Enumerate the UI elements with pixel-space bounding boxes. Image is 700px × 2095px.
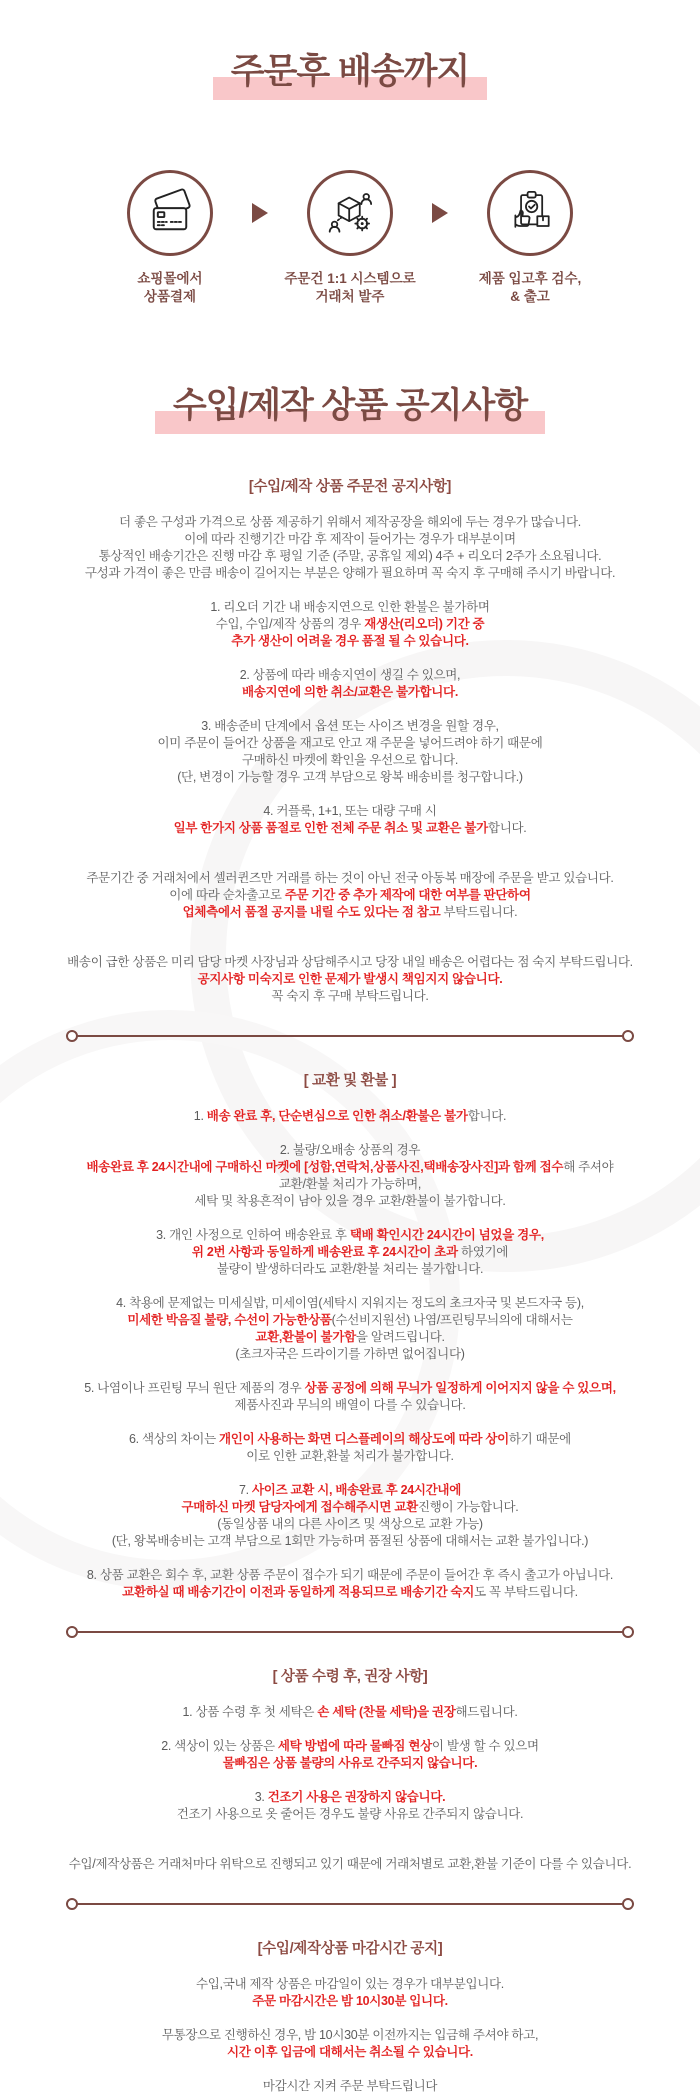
text-run: 미세한 박음질 불량, 수선이 가능한상품 bbox=[127, 1313, 332, 1327]
text-run: 주문기간 중 거래처에서 셀러퀸즈만 거래를 하는 것이 아닌 전국 아동복 매장에 주문을 받고 있습니다. bbox=[86, 871, 614, 885]
text-run: (초크자국은 드라이기를 가하면 없어집니다) bbox=[235, 1347, 465, 1361]
text-run: 수입,국내 제작 상품은 마감일이 있는 경우가 대부분입니다. bbox=[196, 1977, 504, 1991]
text-run: 주문 마감시간은 밤 10시30분 입니다. bbox=[252, 1994, 448, 2008]
text-run: 1. 상품 수령 후 첫 세탁은 bbox=[182, 1705, 318, 1719]
step-order-system bbox=[277, 170, 423, 306]
credit-card-payment-icon bbox=[144, 187, 196, 239]
paragraph bbox=[26, 1856, 674, 1873]
step-caption bbox=[75, 270, 265, 306]
text-run: 시간 이후 입금에 대해서는 취소될 수 있습니다. bbox=[227, 2045, 473, 2059]
divider-line bbox=[77, 1035, 623, 1038]
text-run: 하기 때문에 bbox=[508, 1432, 571, 1446]
section-header: [수입/제작 상품 주문전 공지사항] bbox=[248, 479, 452, 495]
text-run: 사이즈 교환 시, 배송완료 후 24시간내에 bbox=[252, 1483, 461, 1497]
text-run: 물빠짐은 상품 불량의 사유로 간주되지 않습니다. bbox=[222, 1756, 478, 1770]
step-caption bbox=[255, 270, 445, 306]
section-body bbox=[0, 1108, 700, 1601]
step-caption-line: 주문건 1:1 시스템으로 bbox=[284, 271, 416, 286]
text-run: 구매하신 마켓에 확인을 우선으로 합니다. bbox=[241, 753, 459, 767]
text-run: 교환하실 때 배송기간이 이전과 동일하게 적용되므로 배송기간 숙지 bbox=[122, 1585, 475, 1599]
step-payment bbox=[97, 170, 243, 306]
paragraph bbox=[26, 1789, 674, 1823]
divider-line bbox=[77, 1631, 623, 1634]
text-run: 해 주셔야 bbox=[563, 1160, 614, 1174]
paragraph bbox=[26, 1567, 674, 1601]
text-run: 수입, 수입/제작 상품의 경우 bbox=[215, 617, 365, 631]
order-to-delivery-section bbox=[0, 0, 700, 434]
text-run: (동일상품 내의 다른 사이즈 및 색상으로 교환 가능) bbox=[217, 1517, 483, 1531]
text-run: 해드립니다. bbox=[455, 1705, 518, 1719]
text-run: 구성과 가격이 좋은 만큼 배송이 길어지는 부분은 양해가 필요하며 꼭 숙지 후 구매해 주시기 바랍니다. bbox=[84, 566, 616, 580]
text-run: 이 발생 할 수 있으며 bbox=[431, 1739, 539, 1753]
paragraph bbox=[26, 667, 674, 701]
text-run: 이로 인한 교환,환불 처리가 불가합니다. bbox=[246, 1449, 454, 1463]
text-run: 이미 주문이 들어간 상품을 재고로 안고 재 주문을 넣어드려야 하기 때문에 bbox=[157, 736, 543, 750]
paragraph bbox=[26, 1380, 674, 1414]
paragraph bbox=[26, 1431, 674, 1465]
text-run: 배송지연에 의한 취소/교환은 불가합니다. bbox=[241, 685, 459, 699]
order-system-icon bbox=[324, 187, 376, 239]
text-run: 더 좋은 구성과 가격으로 상품 제공하기 위해서 제작공장을 해외에 두는 경우가 많습니다. bbox=[119, 515, 581, 529]
section-divider bbox=[66, 1626, 634, 1638]
paragraph bbox=[26, 2027, 674, 2061]
text-run: 3. 배송준비 단계에서 옵션 또는 사이즈 변경을 원할 경우, bbox=[201, 719, 499, 733]
text-run: 업체측에서 품절 공지를 내릴 수도 있다는 점 참고 bbox=[182, 905, 441, 919]
text-run: 3. 개인 사정으로 인하여 배송완료 후 bbox=[156, 1228, 350, 1242]
text-run: (단, 왕복배송비는 고객 부담으로 1회만 가능하며 품절된 상품에 대해서는 교환 불가입니다.) bbox=[111, 1534, 589, 1548]
paragraph bbox=[26, 1704, 674, 1721]
step-caption-line: 제품 입고후 검수, bbox=[478, 271, 582, 286]
text-run: 제품사진과 무늬의 배열이 다를 수 있습니다. bbox=[234, 1398, 466, 1412]
section-deadline-notice bbox=[0, 1940, 700, 2095]
divider-dot bbox=[622, 1898, 634, 1910]
text-run: 추가 생산이 어려울 경우 품절 될 수 있습니다. bbox=[231, 634, 469, 648]
section-body bbox=[0, 1704, 700, 1873]
paragraph bbox=[26, 803, 674, 837]
section-header: [ 상품 수령 후, 권장 사항] bbox=[272, 1669, 428, 1685]
text-run: 5. 나염이나 프린팅 무늬 원단 제품의 경우 bbox=[84, 1381, 305, 1395]
divider-dot bbox=[622, 1030, 634, 1042]
text-run: 주문 기간 중 추가 제작에 대한 여부를 판단하여 bbox=[284, 888, 531, 902]
section-preorder-notice bbox=[0, 478, 700, 1005]
text-run: 마감시간 지켜 주문 부탁드립니다 bbox=[262, 2079, 438, 2093]
section-body bbox=[0, 514, 700, 1005]
step-caption-line: & 출고 bbox=[510, 289, 550, 304]
text-run: 합니다. bbox=[467, 1109, 507, 1123]
inspect-and-ship-icon bbox=[504, 187, 556, 239]
paragraph bbox=[26, 1142, 674, 1210]
section-exchange-refund bbox=[0, 1072, 700, 1601]
text-run: 3. bbox=[254, 1790, 268, 1804]
text-run: 배송완료 후 24시간내에 구매하신 마켓에 [성함,연락처,상품사진,택배송장사진]과 함께 접수 bbox=[86, 1160, 564, 1174]
text-run: 하였기에 bbox=[457, 1245, 509, 1259]
paragraph bbox=[26, 1227, 674, 1278]
text-run: 교환/환불 처리가 가능하며, bbox=[278, 1177, 422, 1191]
paragraph bbox=[26, 514, 674, 582]
text-run: 1. 리오더 기간 내 배송지연으로 인한 환불은 불가하며 bbox=[210, 600, 490, 614]
order-process-steps bbox=[0, 170, 700, 306]
section-divider bbox=[66, 1030, 634, 1042]
text-run: 4. 착용에 문제없는 미세실밥, 미세이염(세탁시 지워지는 정도의 초크자국 및 본드자국 등), bbox=[116, 1296, 584, 1310]
paragraph bbox=[26, 870, 674, 921]
arrow-right-icon bbox=[252, 203, 268, 223]
text-run: 6. 색상의 차이는 bbox=[129, 1432, 220, 1446]
text-run: 재생산(리오더) 기간 중 bbox=[364, 617, 485, 631]
paragraph bbox=[26, 1482, 674, 1550]
text-run: 세탁 방법에 따라 물빠짐 현상 bbox=[277, 1739, 432, 1753]
divider-dot bbox=[622, 1626, 634, 1638]
text-run: 상품 공정에 의해 무늬가 일정하게 이어지지 않을 수 있으며, bbox=[304, 1381, 616, 1395]
text-run: 일부 한가지 상품 품절로 인한 전체 주문 취소 및 교환은 불가 bbox=[173, 821, 488, 835]
text-run: 건조기 사용으로 옷 줄어든 경우도 불량 사유로 간주되지 않습니다. bbox=[176, 1807, 524, 1821]
paragraph bbox=[26, 954, 674, 1005]
section-body bbox=[0, 1976, 700, 2095]
step-caption-line: 상품결제 bbox=[143, 289, 197, 304]
notice-title-wrap bbox=[0, 384, 700, 434]
step-caption-line: 쇼핑몰에서 bbox=[137, 271, 203, 286]
text-run: 2. 불량/오배송 상품의 경우 bbox=[279, 1143, 421, 1157]
text-run: 교환,환불이 불가함 bbox=[255, 1330, 356, 1344]
paragraph bbox=[26, 1295, 674, 1363]
divider-line bbox=[77, 1903, 623, 1906]
text-run: 1. bbox=[193, 1109, 207, 1123]
text-run: 도 꼭 부탁드립니다. bbox=[474, 1585, 578, 1599]
text-run: 수입/제작상품은 거래처마다 위탁으로 진행되고 있기 때문에 거래처별로 교환,환불 기준이 다를 수 있습니다. bbox=[68, 1857, 632, 1871]
text-run: 부탁드립니다. bbox=[440, 905, 518, 919]
text-run: 무통장으로 진행하신 경우, 밤 10시30분 이전까지는 입금해 주셔야 하고, bbox=[161, 2028, 539, 2042]
paragraph bbox=[26, 718, 674, 786]
text-run: 8. 상품 교환은 회수 후, 교환 상품 주문이 접수가 되기 때문에 주문이 들어간 후 즉시 출고가 아닙니다. bbox=[86, 1568, 614, 1582]
step-circle bbox=[307, 170, 393, 256]
step-caption-line: 거래처 발주 bbox=[315, 289, 385, 304]
step-caption bbox=[435, 270, 625, 306]
text-run: 2. 상품에 따라 배송지연이 생길 수 있으며, bbox=[239, 668, 461, 682]
text-run: 위 2번 사항과 동일하게 배송완료 후 24시간이 초과 bbox=[191, 1245, 458, 1259]
paragraph bbox=[26, 1976, 674, 2010]
text-run: 꼭 숙지 후 구매 부탁드립니다. bbox=[271, 989, 429, 1003]
notice-title: 수입/제작 상품 공지사항 bbox=[155, 384, 545, 434]
section-header: [수입/제작상품 마감시간 공지] bbox=[257, 1941, 443, 1957]
text-run: 을 알려드립니다. bbox=[355, 1330, 445, 1344]
paragraph bbox=[26, 1108, 674, 1125]
section-care-recommendation bbox=[0, 1668, 700, 1873]
paragraph bbox=[26, 599, 674, 650]
text-run: 7. bbox=[239, 1483, 253, 1497]
text-run: 4. 커플룩, 1+1, 또는 대량 구매 시 bbox=[263, 804, 437, 818]
paragraph bbox=[26, 1738, 674, 1772]
paragraph bbox=[26, 2078, 674, 2095]
text-run: 건조기 사용은 권장하지 않습니다. bbox=[267, 1790, 446, 1804]
text-run: 이에 따라 진행기간 마감 후 제작이 들어가는 경우가 대부분이며 bbox=[184, 532, 516, 546]
text-run: (수선비지원선) 나염/프린팅무늬의에 대해서는 bbox=[331, 1313, 573, 1327]
page-title: 주문후 배송까지 bbox=[213, 50, 487, 100]
text-run: 구매하신 마켓 담당자에게 접수해주시면 교환 bbox=[181, 1500, 418, 1514]
step-circle bbox=[487, 170, 573, 256]
step-inspect-ship bbox=[457, 170, 603, 306]
text-run: 택배 확인시간 24시간이 넘었을 경우, bbox=[349, 1228, 544, 1242]
text-run: 세탁 및 착용흔적이 남아 있을 경우 교환/환불이 불가합니다. bbox=[194, 1194, 506, 1208]
text-run: 통상적인 배송기간은 진행 마감 후 평일 기준 (주말, 공휴일 제외) 4주 + 리오더 2주가 소요됩니다. bbox=[98, 549, 602, 563]
text-run: 개인이 사용하는 화면 디스플레이의 해상도에 따라 상이 bbox=[219, 1432, 509, 1446]
text-run: 손 세탁 (찬물 세탁)을 권장 bbox=[317, 1705, 456, 1719]
text-run: 배송 완료 후, 단순변심으로 인한 취소/환불은 불가 bbox=[206, 1109, 468, 1123]
text-run: (단, 변경이 가능할 경우 고객 부담으로 왕복 배송비를 청구합니다.) bbox=[177, 770, 523, 784]
text-run: 진행이 가능합니다. bbox=[417, 1500, 519, 1514]
step-circle bbox=[127, 170, 213, 256]
text-run: 2. 색상이 있는 상품은 bbox=[161, 1739, 278, 1753]
text-run: 이에 따라 순차출고로 bbox=[169, 888, 285, 902]
arrow-right-icon bbox=[432, 203, 448, 223]
text-run: 공지사항 미숙지로 인한 문제가 발생시 책임지지 않습니다. bbox=[197, 972, 503, 986]
text-run: 배송이 급한 상품은 미리 담당 마켓 사장님과 상담해주시고 당장 내일 배송은 어렵다는 점 숙지 부탁드립니다. bbox=[67, 955, 633, 969]
section-header: [ 교환 및 환불 ] bbox=[303, 1073, 397, 1089]
text-run: 합니다. bbox=[487, 821, 527, 835]
text-run: 불량이 발생하더라도 교환/환불 처리는 불가합니다. bbox=[216, 1262, 484, 1276]
section-divider bbox=[66, 1898, 634, 1910]
